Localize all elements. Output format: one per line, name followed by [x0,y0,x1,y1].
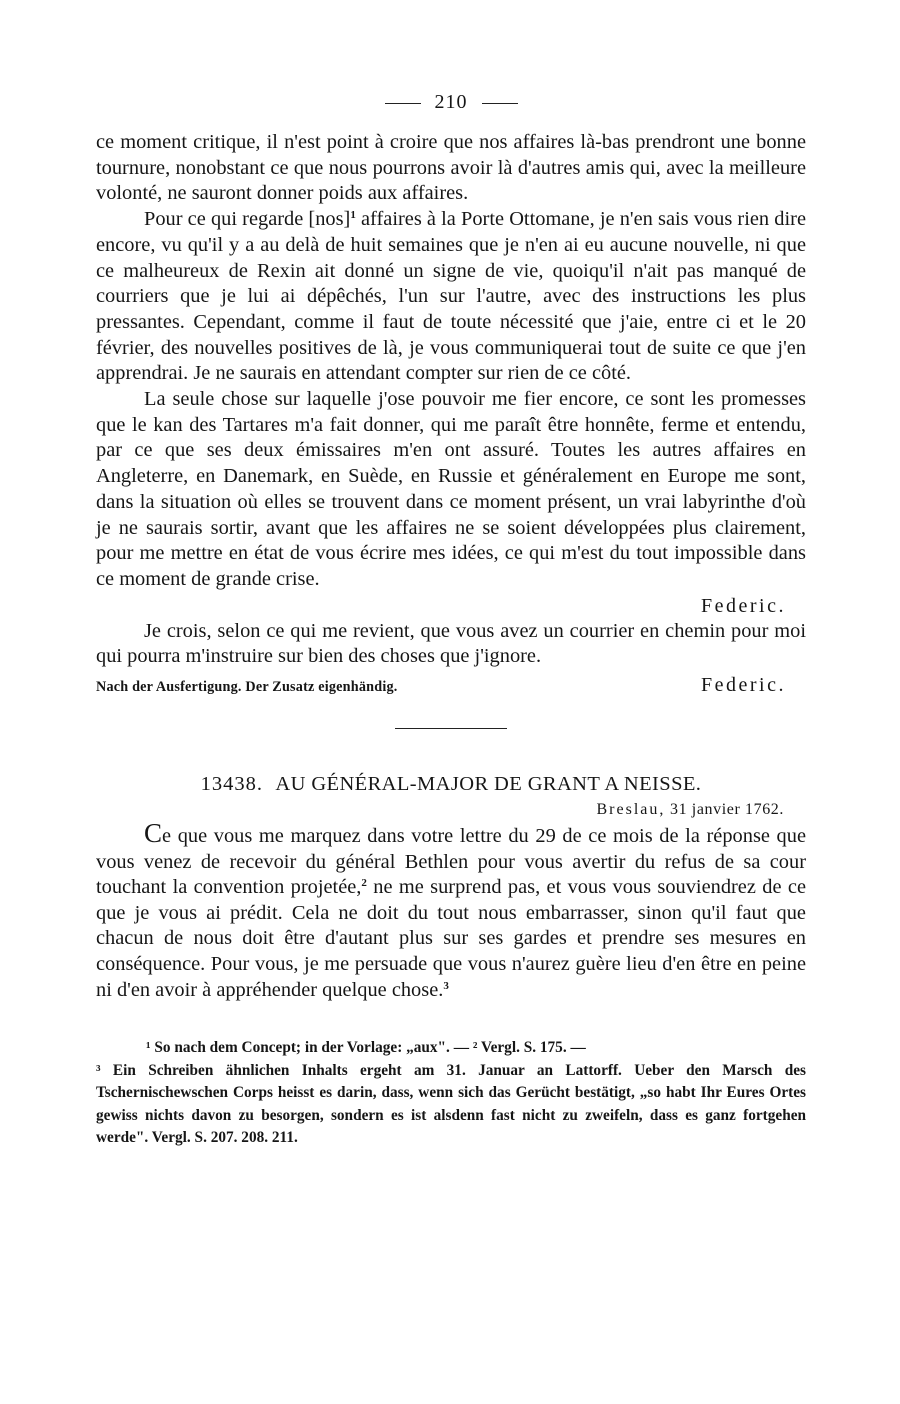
paragraph-text: affaires à la Porte Ottomane, je n'en sais vous rien dire encore, vu qu'il y a au delà de huit semaines que je n'en ai eu aucune nouvelle, ni que ce malheureux de Rexin ait donné un signe de vie, quoiqu'il n'ait pas manqué de courriers que je lui ai dépêchés, l'un sur l'autre, avec des instructions les plus pressantes. Cependant, comme il faut de toute nécessité que j'aie, entre ci et le 20 février, des nouvelles positives de là, je vous communiquerai tout de suite ce que j'en apprendrai. Je ne saurais en attendant compter sur rien de ce côté. [96,208,806,385]
paragraph-text: Pour ce qui regarde [nos] [144,208,351,231]
document-page [96,88,806,1150]
footnotes [96,1037,806,1150]
header-rule-right [482,103,518,104]
source-row [96,672,806,698]
footnote-ref-3: 3 [443,979,449,992]
source-note: Nach der Ausfertigung. Der Zusatz eigenhändig. [96,679,398,696]
signature: Federic. [701,594,786,617]
footnote-ref-1: 1 [350,209,356,222]
dateline-date: 31 janvier 1762. [669,801,784,819]
footnote-ref-2: 2 [361,877,367,890]
postscript: Je crois, selon ce qui me revient, que vous avez un courrier en chemin pour moi qui pourra m'instruire sur bien des choses que j'ignore. [96,619,806,668]
continuation-paragraph-2 [96,207,806,387]
letter-body [96,818,806,1003]
letter-number: 13438. [200,773,264,796]
letter-text: e que vous me marquez dans votre lettre du 29 de ce mois de la réponse que vous venez de recevoir du général Bethlen pour vous avertir du refus de sa cour touchant la convention projetée, [96,825,806,899]
continuation-paragraph-1: ce moment critique, il n'est point à croire que nos affaires là-bas prendront une bonne tournure, nonobstant ce que nous pourrons avoir là d'autres amis qui, avec la meilleure volonté, ne sauront donner poids aux affaires. [96,131,806,205]
initial-letter: C [144,818,163,849]
page-number: 210 [434,91,468,113]
header-rule-left [385,103,421,104]
footnote-line: ¹ So nach dem Concept; in der Vorlage: „aux". — ² Vergl. S. 175. — [146,1039,586,1057]
section-separator [395,728,507,729]
dateline [96,799,806,821]
footnote-line: ³ Ein Schreiben ähnlichen Inhalts ergeht am 31. Januar an Lattorff. Ueber den Marsch des Tschernischewschen Corps heisst es darin, dass, wenn sich das Gerücht bestätigt, „so habt Ihr Eures Ortes gewiss nichts davon zu besorgen, sondern es ist alsdenn fast nicht zu zweifeln, dass es ganz fortgehen werde". Vergl. S. 207. 208. 211. [96,1061,806,1147]
continuation-paragraph-3: La seule chose sur laquelle j'ose pouvoir me fier encore, ce sont les promesses que le kan des Tartares m'a fait donner, qui me paraît être honnête, ferme et entendu, par ce que ses deux émissaires m'en ont assuré. Toutes les autres affaires en Angleterre, en Danemark, en Suède, en Russie et généralement en Europe me sont, dans la situation où elles se trouvent dans ce moment présent, un vrai labyrinthe d'où je ne saurais sortir, avant que les affaires ne se soient développées plus clairement, pour me mettre en état de vous écrire mes idées, ce qui m'est du tout impossible dans ce moment de grande crise. [96,388,806,590]
page-header [96,88,806,116]
letter-heading [96,771,806,797]
letter-title: AU GÉNÉRAL-MAJOR DE GRANT A NEISSE. [275,773,702,796]
postscript-signature: Federic. [701,674,786,697]
dateline-place: Breslau, [596,801,666,819]
letter-text: ne me surprend pas, et vous vous souviendrez de ce que je vous ai prédit. Cela ne doit du tout nous embarrasser, sinon qu'il faut que chacun de nous doit être d'autant plus sur ses gardes et prendre ses mesures en conséquence. Pour vous, je me persuade que vous n'aurez guère lieu d'en être en peine ni d'en avoir à appréhender quelque chose. [96,876,806,1001]
